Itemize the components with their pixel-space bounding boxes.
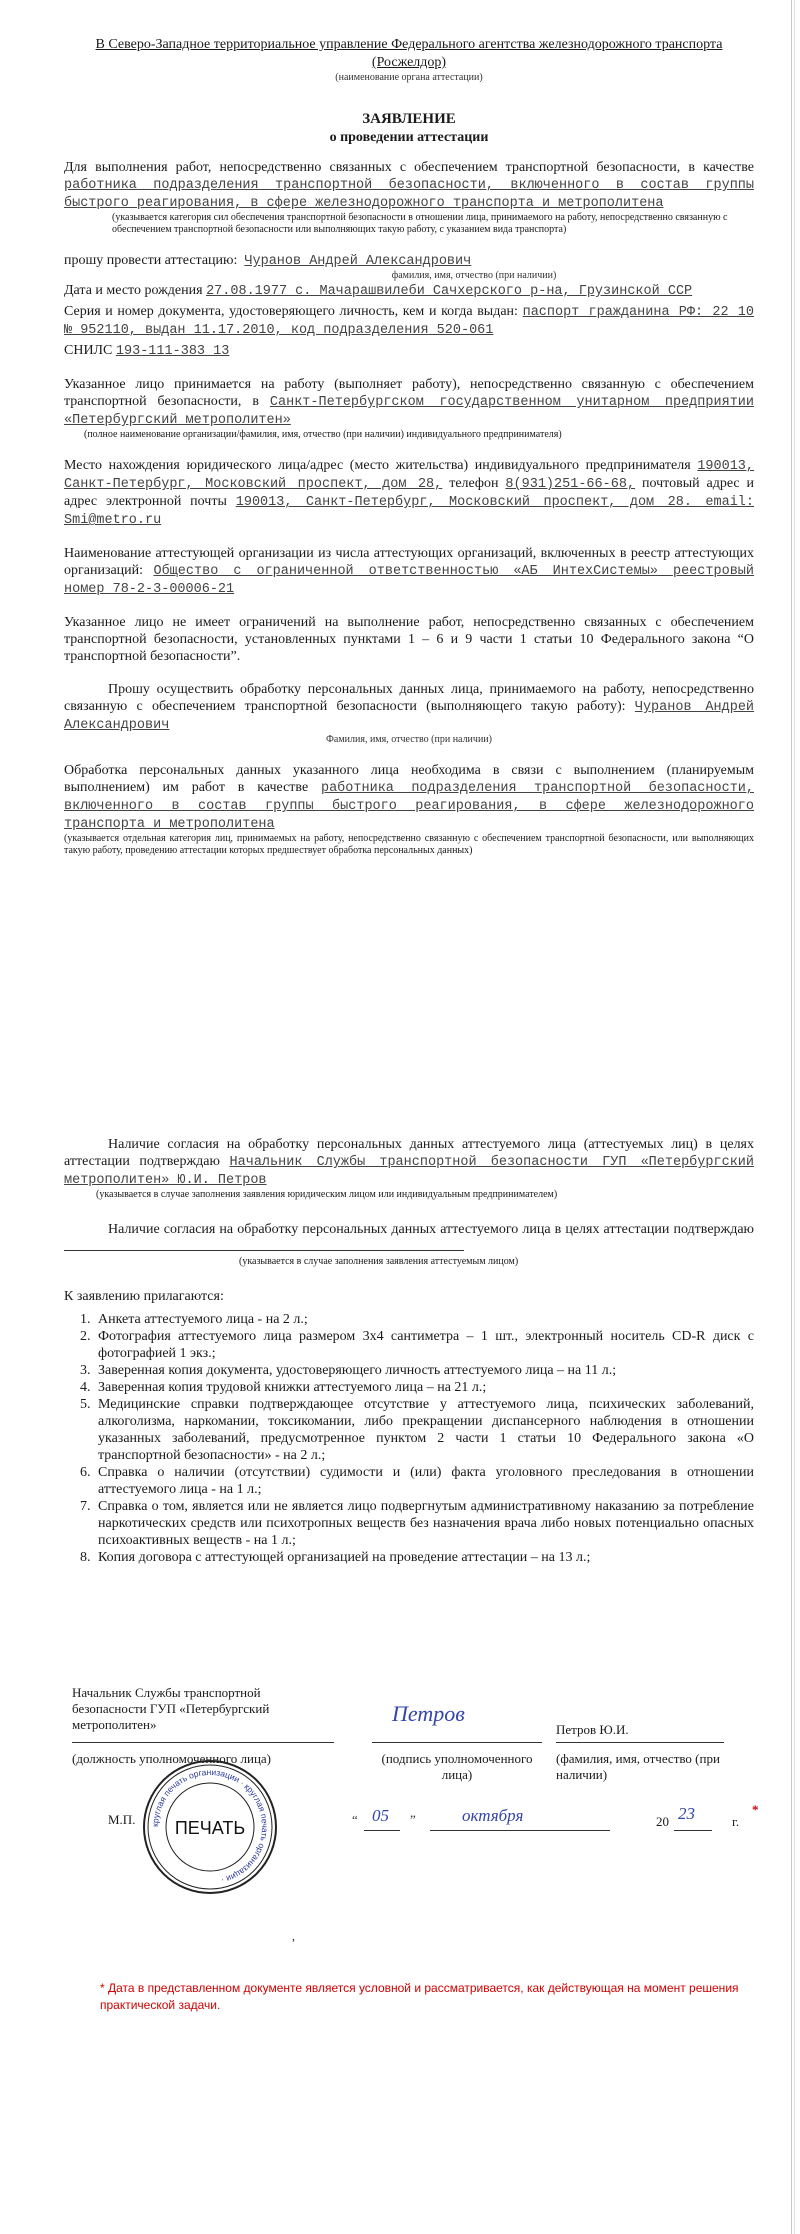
mail-value: 190013, Санкт-Петербург, Московский проспект, дом 28. email: Smi@metro.ru (64, 495, 754, 528)
org-value: Общество с ограниченной ответственностью «АБ ИнтехСистемы» реестровый номер 78-2-3-00006-21 (64, 564, 754, 597)
document-id-value: паспорт гражданина РФ: 22 10 № 952110, выдан 11.17.2010, код подразделения 520-061 (64, 305, 755, 338)
consent-person-caption: (указывается в случае заполнения заявления аттестуемым лицом) (239, 1256, 519, 1267)
signer-name: Петров Ю.И. (556, 1722, 629, 1737)
attachments-heading: К заявлению прилагаются: (64, 1289, 224, 1304)
applicant-name-caption: фамилия, имя, отчество (при наличии) (391, 270, 557, 281)
birth-line (64, 282, 754, 300)
consent-person-blank[interactable] (64, 1238, 464, 1251)
month-underline (430, 1830, 610, 1831)
request-line (64, 252, 754, 270)
purpose-text: Для выполнения работ, непосредственно связанных с обеспечением транспортной безопасности, в качестве (64, 160, 754, 175)
page-edge-line (791, 0, 792, 2234)
applicant-name: Чуранов Андрей Александрович (244, 254, 472, 269)
year-underline (674, 1830, 712, 1831)
employer-value: Санкт-Петербургском государственном унитарном предприятии «Петербургский метрополитен» (64, 395, 754, 428)
consent-org-text: Наличие согласия на обработку персональных данных аттестуемого лица (аттестуемых лиц) в целях аттестации подтверждаю (64, 1137, 754, 1169)
date-quote-open: “ (352, 1812, 358, 1827)
stamp-center-text: ПЕЧАТЬ (174, 1818, 246, 1838)
processing-reason-value: работника подразделения транспортной безопасности, включенного в состав группы быстрого реагирования, в сфере железнодорожного транспорта и метрополитена (64, 781, 754, 832)
page-edge-shadow (794, 0, 795, 2234)
birth-label: Дата и место рождения (64, 283, 203, 298)
consent-org-caption: (указывается в случае заполнения заявления юридическим лицом или индивидуальным предпринимателем) (96, 1189, 558, 1200)
mail-label: почтовый адрес и адрес электронной почты (64, 476, 755, 509)
consent-person-text: Наличие согласия на обработку персональных данных аттестуемого лица в целях аттестации подтверждаю (108, 1222, 754, 1237)
position-caption: (должность уполномоченного лица) (72, 1751, 272, 1766)
processing-value: Чуранов Андрей Александрович (64, 700, 755, 733)
name-caption: (фамилия, имя, отчество (при наличии) (556, 1751, 720, 1782)
snils-label: СНИЛС (64, 343, 113, 358)
date-asterisk: * (752, 1802, 759, 1817)
consent-person-paragraph (64, 1221, 754, 1256)
document-id-label: Серия и номер документа, удостоверяющего личность, кем и когда выдан: (64, 304, 518, 319)
year-unit: г. (732, 1814, 740, 1829)
attachment-item: 6. Справка о наличии (отсутствии) судимости и (или) факта уголовного преследования в отношении аттестуемого лица - на 1 л.; (94, 1464, 754, 1498)
authority-caption: (наименование органа аттестации) (335, 72, 483, 83)
snils-line (64, 342, 754, 360)
attachment-item: 4. Заверенная копия трудовой книжки аттестуемого лица – на 21 л.; (94, 1379, 754, 1396)
attachment-item: 3. Заверенная копия документа, удостоверяющего личность аттестуемого лица – на 11 л.; (94, 1362, 754, 1379)
document-subtitle: о проведении аттестации (329, 130, 489, 145)
snils-value: 193-111-383 13 (115, 344, 230, 359)
day-underline (364, 1830, 400, 1831)
signer-position: Начальник Службы транспортной безопасности ГУП «Петербургский метрополитен» (72, 1685, 270, 1732)
attachment-item: 2. Фотография аттестуемого лица размером 3х4 сантиметра – 1 шт., электронный носитель CD-R диск с фотографией 1 экз.; (94, 1328, 754, 1362)
attachment-item: 1. Анкета аттестуемого лица - на 2 л.; (94, 1311, 754, 1328)
processing-reason-text: Обработка персональных данных указанного лица необходима в связи с выполнением (планируемым выполнением) им работ в качестве (64, 763, 754, 795)
authority-name: В Северо-Западное территориальное управление Федерального агентства железнодорожного транспорта (Росжелдор) (95, 37, 723, 70)
attachments-list (64, 1311, 754, 1566)
phone-value: 8(931)251-66-68, (505, 477, 636, 492)
handwritten-signature: Петров (392, 1701, 465, 1726)
request-label: прошу провести аттестацию: (64, 253, 238, 268)
attachment-item: 7. Справка о том, является или не является лицо подвергнутым административному наказанию за потребление наркотических средств или психотропных веществ без назначения врача либо новых потенциально опасных психоактивных веществ - на 1 л.; (94, 1498, 754, 1549)
year-suffix: 23 (678, 1804, 695, 1823)
signature-underline (372, 1742, 542, 1743)
employer-paragraph (64, 376, 754, 429)
signature-caption: (подпись уполномоченного лица) (381, 1751, 533, 1782)
purpose-caption: (указывается категория сил обеспечения транспортной безопасности в отношении лица, принимаемого на работу, непосредственно связанную с обеспечением транспортной безопасности или выполняющих такую работу, с указанием вида транспорта) (112, 212, 728, 235)
document-id-line (64, 303, 754, 339)
processing-reason-paragraph (64, 762, 754, 833)
address-paragraph (64, 457, 754, 529)
position-underline (72, 1742, 334, 1743)
date-month: октября (462, 1806, 524, 1825)
phone-label: телефон (449, 476, 499, 491)
birth-value: 27.08.1977 с. Мачарашвилеби Сачхерского р-на, Грузинской ССР (206, 284, 693, 299)
consent-org-paragraph (64, 1136, 754, 1189)
footnote: * Дата в представленном документе является условной и рассматривается, как действующая на момент решения практической задачи. (100, 1981, 739, 2012)
stamp-ring-text: круглая печать организации · круглая печать организации · (149, 1766, 271, 1886)
employer-caption: (полное наименование организации/фамилия, имя, отчество (при наличии) индивидуального предпринимателя) (84, 429, 562, 440)
address-text: Место нахождения юридического лица/адрес (место жительства) индивидуального предпринимателя (64, 458, 691, 473)
stray-mark: , (292, 1929, 295, 1943)
year-prefix: 20 (656, 1814, 669, 1829)
consent-org-value: Начальник Службы транспортной безопасности ГУП «Петербургский метрополитен» Ю.И. Петров (64, 1155, 754, 1188)
name-underline (556, 1742, 724, 1743)
address-value: 190013, Санкт-Петербург, Московский проспект, дом 28, (64, 459, 755, 492)
org-text: Наименование аттестующей организации из числа аттестующих организаций, включенных в реестр аттестующих организаций: (64, 546, 754, 578)
processing-reason-caption: (указывается отдельная категория лиц, принимаемых на работу, непосредственно связанную с обеспечением транспортной безопасности, или выполняющих такую работу, проведению аттестации которых предшествует обработка персональных данных) (64, 833, 754, 856)
document-title: ЗАЯВЛЕНИЕ (362, 111, 456, 127)
second-sheet (64, 1136, 754, 1566)
processing-paragraph (64, 681, 754, 734)
attachment-item: 8. Копия договора с аттестующей организацией на проведение аттестации – на 13 л.; (94, 1549, 754, 1566)
restriction-paragraph: Указанное лицо не имеет ограничений на выполнение работ, непосредственно связанных с обеспечением транспортной безопасности, установленных пунктами 1 – 6 и 9 части 1 статьи 10 Федерального закона “О транспортной безопасности”. (64, 615, 754, 664)
mp-label: М.П. (108, 1812, 136, 1827)
stamp-icon (140, 1757, 280, 1897)
org-paragraph (64, 545, 754, 598)
employer-text: Указанное лицо принимается на работу (выполняет работу), непосредственно связанную с обеспечением транспортной безопасности, в (64, 377, 754, 409)
date-quote-close: ” (410, 1812, 416, 1827)
purpose-paragraph (64, 159, 754, 212)
attachment-item: 5. Медицинские справки подтверждающее отсутствие у аттестуемого лица, психических заболеваний, алкоголизма, наркомании, токсикомании, либо прекращении диспансерного наблюдения в отношении указанных заболеваний, предусмотренное пунктом 2 части 1 статьи 10 Федерального закона «О транспортной безопасности» - на 2 л.; (94, 1396, 754, 1464)
processing-text: Прошу осуществить обработку персональных данных лица, принимаемого на работу, непосредственно связанную с обеспечением транспортной безопасности (выполняющего такую работу): (64, 682, 754, 714)
date-day: 05 (372, 1806, 389, 1825)
first-sheet (64, 36, 754, 857)
purpose-value: работника подразделения транспортной безопасности, включенного в состав группы быстрого реагирования, в сфере железнодорожного транспорта и метрополитена (64, 178, 754, 211)
processing-caption: Фамилия, имя, отчество (при наличии) (326, 734, 492, 745)
